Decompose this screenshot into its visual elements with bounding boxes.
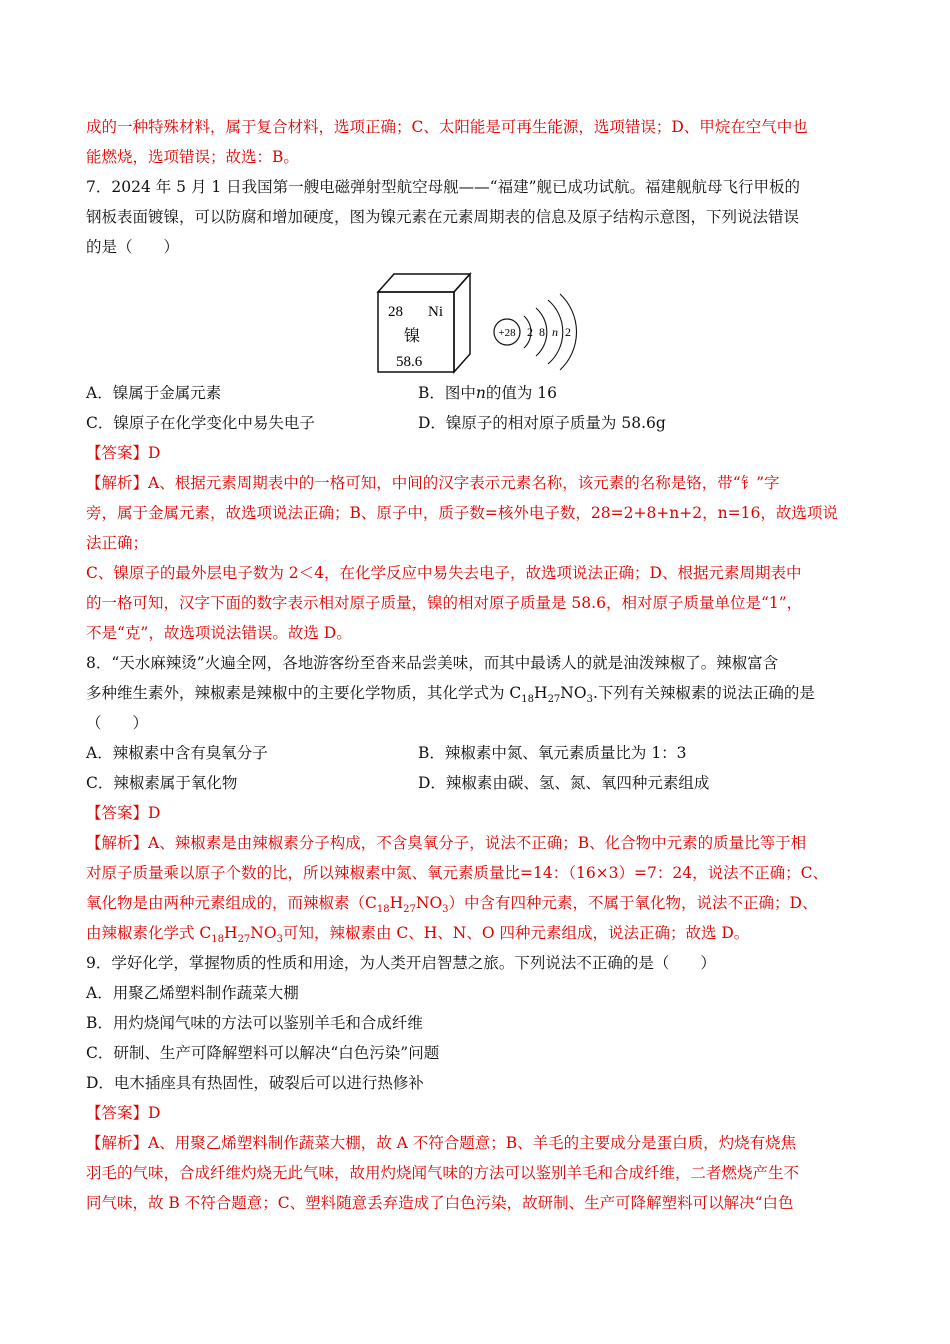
q9-answer: 【答案】D (86, 1104, 161, 1122)
q8-stem-line-1: 8．“天水麻辣烫”火遍全网，各地游客纷至沓来品尝美味，而其中最诱人的就是油泼辣椒了。辣椒富含 (86, 654, 779, 672)
atomic-mass: 58.6 (396, 354, 423, 370)
q7-option-d[interactable]: D．镍原子的相对原子质量为 58.6g (418, 414, 666, 432)
formula-sub-3: 3 (442, 904, 449, 916)
q7-stem-line-3: 的是（ ） (86, 238, 180, 256)
q8-stem-line-2-pre: 多种维生素外，辣椒素是辣椒中的主要化学物质，其化学式为 C (86, 684, 522, 702)
formula-sub-3: 3 (586, 694, 593, 706)
q8-option-a[interactable]: A．辣椒素中含有臭氧分子 (86, 744, 268, 762)
formula-sub-18: 18 (521, 694, 535, 706)
q7-analysis-line-5: 的一格可知，汉字下面的数字表示相对原子质量，镍的相对原子质量是 58.6，相对原子质量单位是“1”， (86, 594, 803, 612)
q7-analysis-line-3: 法正确； (86, 534, 149, 552)
document-page (86, 112, 866, 1218)
shell-count-1: 2 (527, 325, 533, 339)
q8-analysis-line-3-pre: 氧化物是由两种元素组成的，而辣椒素（C (86, 894, 377, 912)
q8-answer: 【答案】D (86, 804, 161, 822)
q8-analysis-line-3-post: ）中含有四种元素，不属于氧化物，说法不正确；D、 (448, 894, 818, 912)
q9-option-b[interactable]: B．用灼烧闻气味的方法可以鉴别羊毛和合成纤维 (86, 1014, 423, 1032)
q8-option-d[interactable]: D．辣椒素由碳、氢、氮、氧四种元素组成 (418, 774, 710, 792)
formula-sub-27: 27 (547, 694, 561, 706)
q9-analysis-line-1: 【解析】A、用聚乙烯塑料制作蔬菜大棚，故 A 不符合题意；B、羊毛的主要成分是蛋白质，灼烧有烧焦 (86, 1134, 797, 1152)
element-name: 镍 (404, 326, 421, 345)
formula-sub-18: 18 (376, 904, 390, 916)
q8-analysis-line-4 (86, 918, 866, 948)
q9-option-d[interactable]: D．电木插座具有热固性，破裂后可以进行热修补 (86, 1074, 424, 1092)
q7-analysis-line-6: 不是“克”，故选项说法错误。故选 D。 (86, 624, 352, 642)
q7-stem-line-1: 7．2024 年 5 月 1 日我国第一艘电磁弹射型航空母舰——“福建”舰已成功试航。福建舰航母飞行甲板的 (86, 178, 801, 196)
continuation-line-2: 能燃烧，选项错误；故选：B。 (86, 148, 299, 166)
formula-h: H (534, 684, 548, 702)
nickel-element-diagram (374, 268, 594, 374)
q7-options-row-1 (86, 378, 866, 408)
q7-answer: 【答案】D (86, 444, 161, 462)
q7-option-a[interactable]: A．镍属于金属元素 (86, 384, 222, 402)
q9-analysis-line-2: 羽毛的气味，合成纤维灼烧无此气味，故用灼烧闻气味的方法可以鉴别羊毛和合成纤维，二者燃烧产生不 (86, 1164, 800, 1182)
q8-analysis-line-3 (86, 888, 866, 918)
q9-stem: 9．学好化学，掌握物质的性质和用途，为人类开启智慧之旅。下列说法不正确的是（ ） (86, 954, 716, 972)
q7-analysis-line-1: 【解析】A、根据元素周期表中的一格可知，中间的汉字表示元素名称，该元素的名称是铬，带“钅”字 (86, 474, 780, 492)
q9-option-a[interactable]: A．用聚乙烯塑料制作蔬菜大棚 (86, 984, 299, 1002)
q8-options-row-2 (86, 768, 866, 798)
formula-h: H (224, 924, 238, 942)
q7-option-b-var: n (475, 384, 486, 402)
atomic-number: 28 (388, 304, 403, 320)
q8-option-b[interactable]: B．辣椒素中氮、氧元素质量比为 1：3 (418, 744, 687, 762)
nucleus-charge: +28 (498, 327, 516, 339)
q7-option-b-pre: B．图中 (418, 384, 476, 402)
formula-no: NO (415, 894, 443, 912)
q8-analysis-line-4-post: 可知，辣椒素由 C、H、N、O 四种元素组成，说法正确；故选 D。 (282, 924, 750, 942)
element-symbol: Ni (428, 304, 443, 320)
q7-option-c[interactable]: C．镍原子在化学变化中易失电子 (86, 414, 315, 432)
q7-stem-line-2: 钢板表面镀镍，可以防腐和增加硬度，图为镍元素在元素周期表的信息及原子结构示意图，下列说法错误 (86, 208, 800, 226)
q8-analysis-line-4-pre: 由辣椒素化学式 C (86, 924, 212, 942)
shell-count-4: 2 (565, 325, 571, 339)
formula-sub-18: 18 (211, 934, 225, 946)
formula-sub-27: 27 (403, 904, 416, 916)
q8-stem-line-3: （ ） (86, 714, 149, 732)
formula-sub-3: 3 (276, 934, 283, 946)
continuation-line-1: 成的一种特殊材料，属于复合材料，选项正确；C、太阳能是可再生能源，选项错误；D、甲烷在空气中也 (86, 118, 808, 136)
q7-option-b-post: 的值为 16 (485, 384, 558, 402)
formula-sub-27: 27 (237, 934, 251, 946)
q7-option-b[interactable] (418, 378, 858, 408)
q8-stem-line-2 (86, 678, 866, 708)
q8-analysis-line-2: 对原子质量乘以原子个数的比，所以辣椒素中氮、氧元素质量比=14：（16×3）=7：24，说法不正确；C、 (86, 864, 828, 882)
q8-stem-line-2-post: .下列有关辣椒素的说法正确的是 (592, 684, 815, 702)
box-side (454, 274, 470, 372)
q7-options-row-2 (86, 408, 866, 438)
nickel-figure (86, 268, 866, 374)
q8-analysis-line-1: 【解析】A、辣椒素是由辣椒素分子构成，不含臭氧分子，说法不正确；B、化合物中元素的质量比等于相 (86, 834, 807, 852)
formula-h: H (389, 894, 404, 912)
q7-analysis-line-2: 旁，属于金属元素，故选项说法正确；B、原子中，质子数=核外电子数，28=2+8+n+2，n=16，故选项说 (86, 504, 838, 522)
q8-options-row-1 (86, 738, 866, 768)
q9-analysis-line-3: 同气味，故 B 不符合题意；C、塑料随意丢弃造成了白色污染，故研制、生产可降解塑料可以解决“白色 (86, 1194, 794, 1212)
formula-no: NO (560, 684, 587, 702)
formula-no: NO (250, 924, 277, 942)
q7-analysis-line-4: C、镍原子的最外层电子数为 2＜4，在化学反应中易失去电子，故选项说法正确；D、根据元素周期表中 (86, 564, 802, 582)
shell-count-2: 8 (539, 325, 545, 339)
q9-option-c[interactable]: C．研制、生产可降解塑料可以解决“白色污染”问题 (86, 1044, 440, 1062)
q8-option-c[interactable]: C．辣椒素属于氧化物 (86, 774, 238, 792)
shell-count-3: n (552, 325, 558, 339)
